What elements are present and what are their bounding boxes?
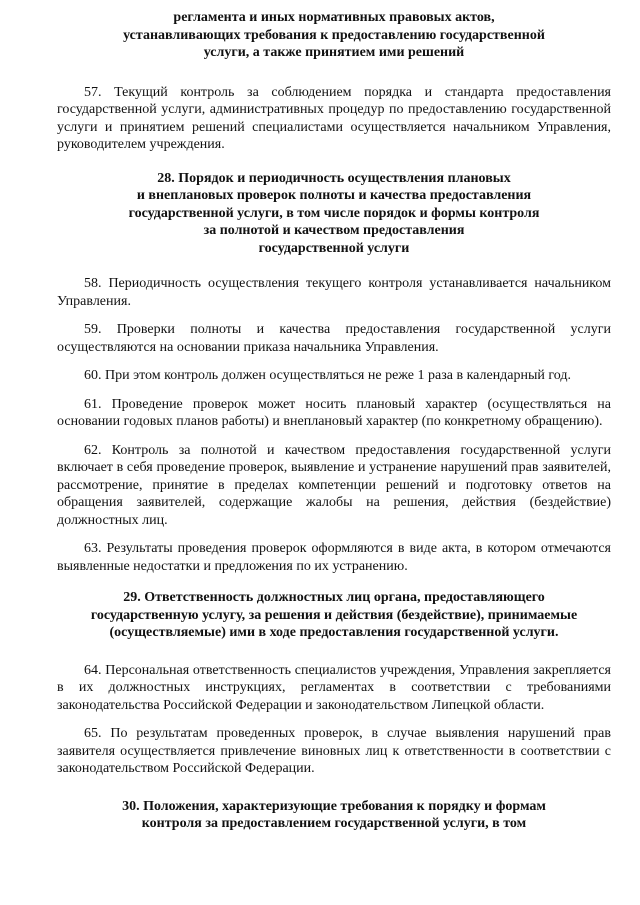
document-page [57, 9, 611, 833]
paragraph-58: 58. Периодичность осуществления текущего контроля устанавливается начальником Управления. [57, 276, 611, 309]
paragraph-65: 65. По результатам проведенных проверок, в случае выявления нарушений прав заявителя осуществляется привлечение виновных лиц к ответственности в соответствии с законодательством Российской Федерации. [57, 726, 611, 776]
heading-line: государственной услуги, в том числе порядок и формы контроля [128, 205, 540, 221]
heading-line: услуги, а также принятием ими решений [203, 45, 465, 60]
section-heading-29 [57, 589, 611, 642]
heading-line: 28. Порядок и периодичность осуществления плановых [157, 170, 511, 186]
heading-line: контроля за предоставлением государственной услуги, в том [141, 816, 527, 831]
section-heading-continued [57, 9, 611, 62]
section-heading-28 [57, 170, 611, 258]
heading-line: регламента и иных нормативных правовых актов, [173, 10, 495, 25]
paragraph-62: 62. Контроль за полнотой и качеством предоставления государственной услуги включает в себя проведение проверок, выявление и устранение нарушений прав заявителей, рассмотрение, принятие в пределах компетенции решений и подготовку ответов на обращения заявителей, содержащие жалобы на решения, действия (бездействие) должностных лиц. [57, 442, 611, 528]
heading-line: и внеплановых проверок полноты и качества предоставления [136, 188, 532, 203]
paragraph-61: 61. Проведение проверок может носить плановый характер (осуществляться на основании годовых планов работы) и внеплановый характер (по конкретному обращению). [57, 396, 611, 429]
heading-line: 30. Положения, характеризующие требования к порядку и формам [122, 798, 546, 814]
paragraph-59: 59. Проверки полноты и качества предоставления государственной услуги осуществляются на основании приказа начальника Управления. [57, 322, 611, 355]
heading-line: за полнотой и качеством предоставления [203, 223, 465, 238]
paragraph-60: 60. При этом контроль должен осуществляться не реже 1 раза в календарный год. [84, 368, 572, 383]
heading-line: государственную услугу, за решения и действия (бездействие), принимаемые [90, 607, 578, 623]
heading-line: 29. Ответственность должностных лиц органа, предоставляющего [123, 590, 545, 605]
heading-line: (осуществляемые) ими в ходе предоставления государственной услуги. [109, 625, 559, 640]
heading-line: государственной услуги [258, 240, 410, 256]
paragraph-63: 63. Результаты проведения проверок оформляются в виде акта, в котором отмечаются выявленные недостатки и предложения по их устранению. [57, 541, 611, 574]
heading-line: устанавливающих требования к предоставлению государственной [123, 27, 545, 43]
paragraph-64: 64. Персональная ответственность специалистов учреждения, Управления закрепляется в их должностных инструкциях, регламентах в соответствии с требованиями законодательства Российской Федерации и законодательством Липецкой области. [57, 662, 611, 713]
paragraph-57: 57. Текущий контроль за соблюдением порядка и стандарта предоставления государственной услуги, административных процедур по предоставлению государственной услуги и принятием решений специалистами осуществляется начальником Управления, руководителем учреждения. [57, 84, 611, 152]
section-heading-30 [57, 798, 611, 833]
